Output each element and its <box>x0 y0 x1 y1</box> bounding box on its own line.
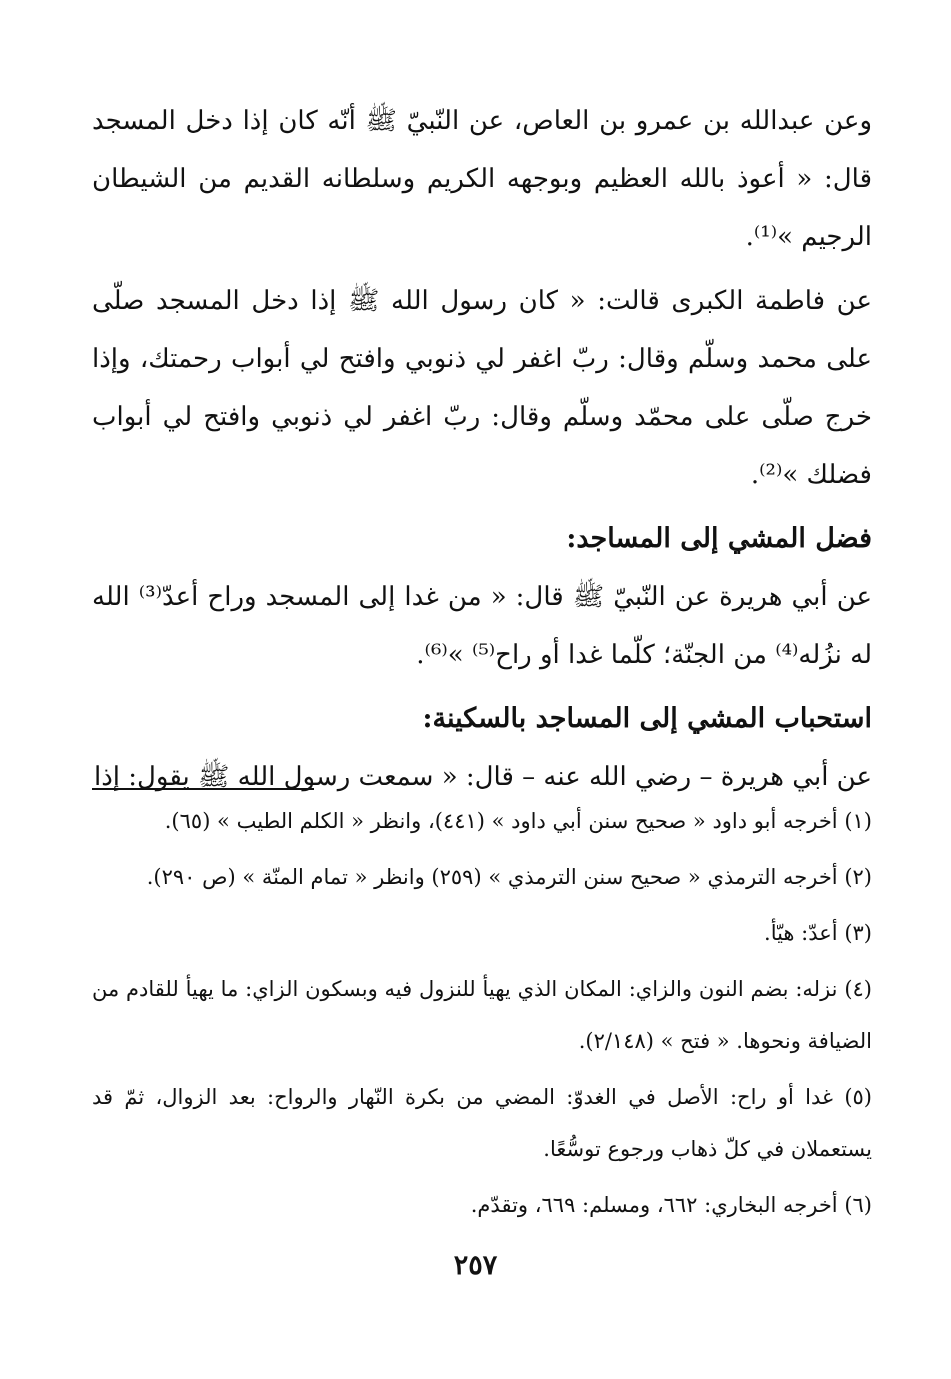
paragraph-1: وعن عبدالله بن عمرو بن العاص، عن النّبيّ ﷺ أنّه كان إذا دخل المسجد قال: « أعوذ بالله العظيم وبوجهه الكريم وسلطانه القديم من الشيطان الرجيم »⁽¹⁾. <box>92 106 872 252</box>
footnote-5: (٥) غدا أو راح: الأصل في الغدوّ: المضي من بكرة النّهار والرواح: بعد الزوال، ثمّ قد يستعملان في كلّ ذهاب ورجوع توسُّعًا. <box>92 1085 872 1161</box>
main-text <box>92 92 872 812</box>
paragraph-4: عن أبي هريرة – رضي الله عنه – قال: « سمعت رسول الله ﷺ يقول: إذا <box>93 762 872 792</box>
footnote-3: (٣) أعدّ: هيّأ. <box>764 921 872 945</box>
footnote-divider <box>92 788 314 790</box>
section-heading-walking-to-mosques: فضل المشي إلى المساجد: <box>566 523 872 554</box>
page-number: ٢٥٧ <box>453 1250 498 1281</box>
paragraph-2: عن فاطمة الكبرى قالت: « كان رسول الله ﷺ إذا دخل المسجد صلّى على محمد وسلّم وقال: ربّ اغفر لي ذنوبي وافتح لي أبواب رحمتك، وإذا خرج صلّى على محمّد وسلّم وقال: ربّ اغفر لي ذنوبي وافتح لي أبواب فضلك »⁽²⁾. <box>92 286 872 490</box>
paragraph-3: عن أبي هريرة عن النّبيّ ﷺ قال: « من غدا إلى المسجد وراح أعدّ⁽³⁾ الله له نزُله⁽⁴⁾ من الجنّة؛ كلّما غدا أو راح⁽⁵⁾ »⁽⁶⁾. <box>92 582 873 670</box>
section-heading-tranquility: استحباب المشي إلى المساجد بالسكينة: <box>422 703 872 734</box>
footnote-4: (٤) نزله: بضم النون والزاي: المكان الذي يهيأ للنزول فيه وبسكون الزاي: ما يهيأ للقادم من الضيافة ونحوها. « فتح » (٢/١٤٨). <box>92 977 872 1053</box>
footnote-6: (٦) أخرجه البخاري: ٦٦٢، ومسلم: ٦٦٩، وتقدّم. <box>470 1193 872 1217</box>
footnote-1: (١) أخرجه أبو داود « صحيح سنن أبي داود » (٤٤١)، وانظر « الكلم الطيب » (٦٥). <box>164 809 872 833</box>
footnotes <box>92 795 872 1235</box>
footnote-2: (٢) أخرجه الترمذي « صحيح سنن الترمذي » (٢٥٩) وانظر « تمام المنّة » (ص ٢٩٠). <box>146 865 872 889</box>
